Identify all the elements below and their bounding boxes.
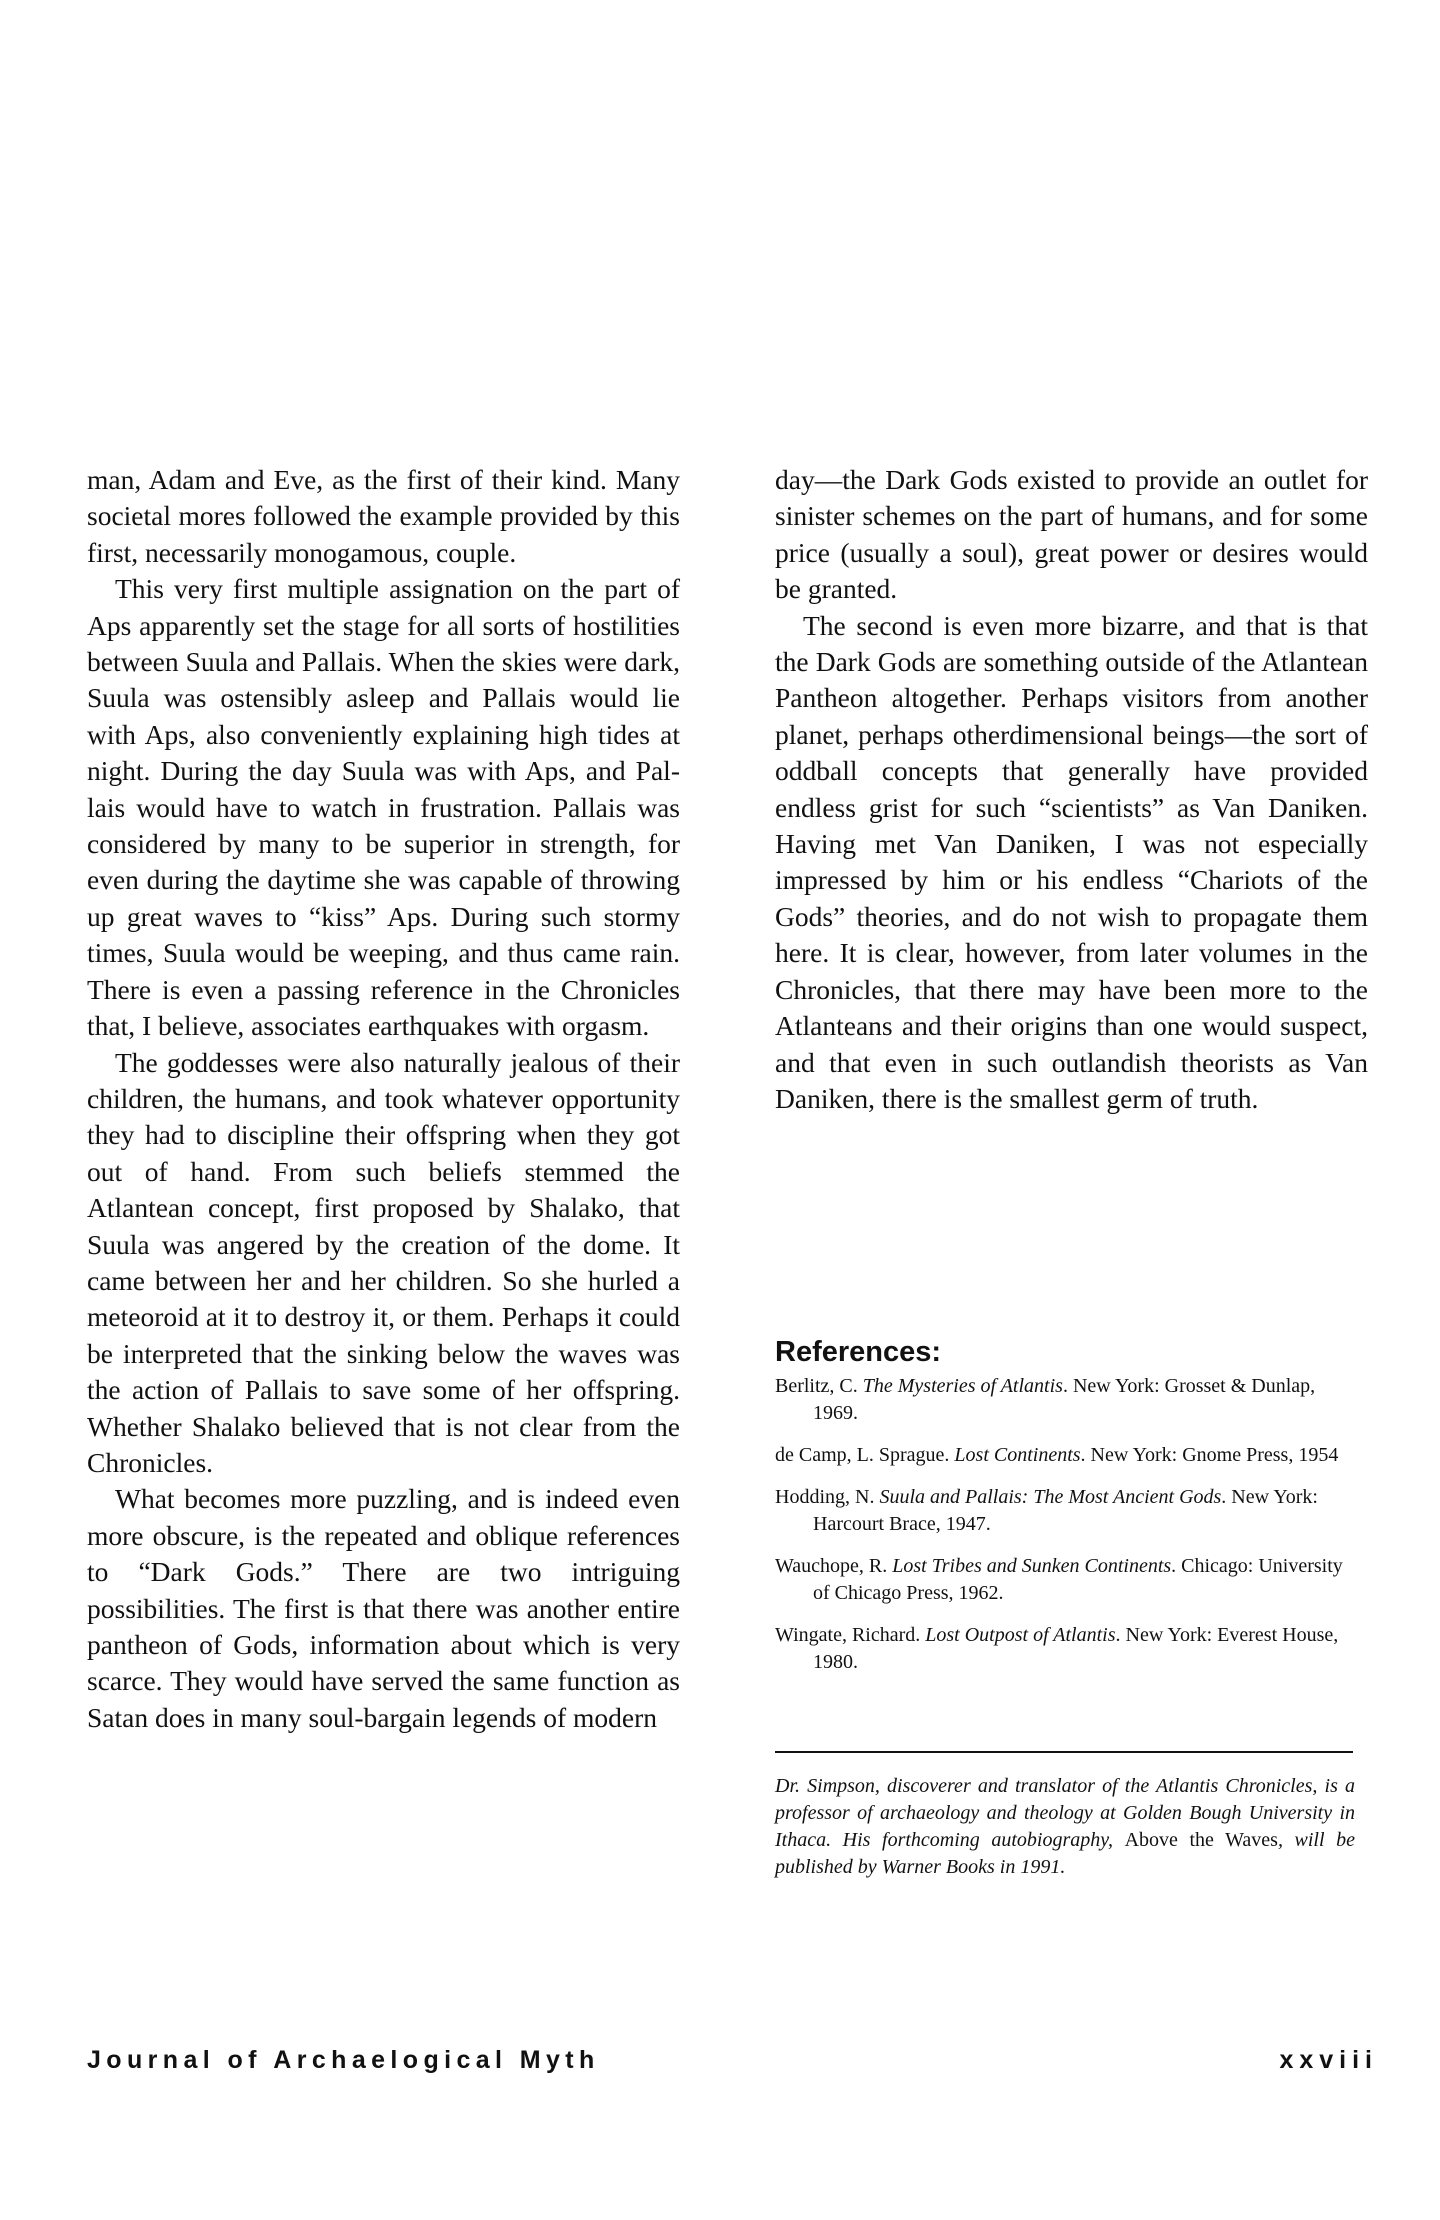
article-column-right <box>775 462 1368 1117</box>
references-heading: References: <box>775 1336 942 1368</box>
reference-publisher: . New York: Harcourt Brace, 1947. <box>813 1486 1318 1535</box>
reference-publisher: . New York: Gnome Press, 1954 <box>1080 1444 1339 1466</box>
bio-text: Dr. Simpson, discoverer and translator of the Atlantis Chronicles, is a professor of archaeology and theology at Golden Bough University in Ithaca. His forthcoming autobiography, <box>775 1775 1355 1851</box>
bio-text-end: , will be published by Warner Books in 1991. <box>775 1829 1355 1878</box>
author-bio <box>775 1773 1355 1881</box>
reference-publisher: . New York: Grosset & Dunlap, 1969. <box>813 1375 1316 1424</box>
reference-author: Wauchope, R. <box>775 1555 893 1577</box>
reference-item <box>775 1484 1355 1538</box>
paragraph: man, Adam and Eve, as the first of their kind. Many societal mores followed the example provided by this first, necessarily monogamous, couple. <box>87 464 680 568</box>
reference-item <box>775 1373 1355 1427</box>
reference-title: Suula and Pallais: The Most Ancient Gods <box>879 1486 1222 1508</box>
reference-author: de Camp, L. Sprague. <box>775 1444 955 1466</box>
reference-author: Hodding, N. <box>775 1486 880 1508</box>
references-section <box>775 1335 1355 1691</box>
bio-book-title: Above the Waves <box>1124 1829 1278 1851</box>
bio-divider <box>775 1751 1353 1753</box>
page-number: xxviii <box>1279 2046 1378 2074</box>
reference-item <box>775 1442 1355 1469</box>
reference-title: Lost Tribes and Sunken Continents <box>892 1555 1172 1577</box>
reference-title: Lost Continents <box>954 1444 1081 1466</box>
reference-publisher: . Chicago: University of Chicago Press, 1962. <box>813 1555 1343 1604</box>
reference-author: Wingate, Richard. <box>775 1624 926 1646</box>
reference-item <box>775 1622 1355 1676</box>
paragraph: The goddesses were also naturally jealous of their children, the humans, and took whatever opportunity they had to discipline their offspring when they got out of hand. From such beliefs stemmed the Atlantean concept, first proposed by Shalako, that Suula was angered by the creation of the dome. It came between her and her children. So she hurled a meteoroid at it to destroy it, or them. Perhaps it could be interpreted that the sinking below the waves was the action of Pallais to save some of her offspring. Whether Shalako believed that is not clear from the Chronicles. <box>87 1046 680 1478</box>
reference-title: The Mysteries of Atlantis <box>862 1375 1063 1397</box>
reference-author: Berlitz, C. <box>775 1375 863 1397</box>
journal-title: Journal of Archaelogical Myth <box>87 2046 600 2074</box>
paragraph: day—the Dark Gods existed to provide an outlet for sinister schemes on the part of humans, and for some price (usually a soul), great power or desires would be granted. <box>775 464 1368 605</box>
paragraph: This very first multiple assignation on the part of Aps apparently set the stage for all sorts of hostilities between Suula and Pallais. When the skies were dark, Suula was ostensibly asleep and Pallais would lie with Aps, also conveniently explaining high tides at night. During the day Suula was with Aps, and Pallais would have to watch in frustration. Pallais was considered by many to be superior in strength, for even during the daytime she was capable of throwing up great waves to “kiss” Aps. During such stormy times, Suula would be weeping, and thus came rain. There is even a passing reference in the Chronicles that, I believe, associates earthquakes with orgasm. <box>87 573 680 1042</box>
paragraph: What becomes more puzzling, and is indeed even more obscure, is the repeated and oblique references to “Dark Gods.” There are two intriguing possibilities. The first is that there was another entire pantheon of Gods, information about which is very scarce. They would have served the same function as Satan does in many soul-bargain legends of modern <box>87 1483 680 1733</box>
reference-item <box>775 1553 1355 1607</box>
article-column-left <box>87 462 680 1736</box>
reference-title: Lost Outpost of Atlantis <box>925 1624 1116 1646</box>
reference-publisher: . New York: Everest House, 1980. <box>813 1624 1339 1673</box>
paragraph: The second is even more bizarre, and that is that the Dark Gods are something outside of the Atlantean Pantheon altogether. Perhaps visitors from another planet, perhaps otherdimensional beings—the sort of oddball concepts that generally have provided endless grist for such “scientists” as Van Daniken. Having met Van Daniken, I was not especially impressed by him or his endless “Chariots of the Gods” theories, and do not wish to propagate them here. It is clear, however, from later volumes in the Chronicles, that there may have been more to the Atlanteans and their origins than one would suspect, and that even in such outlandish theorists as Van Daniken, there is the smallest germ of truth. <box>775 609 1368 1114</box>
